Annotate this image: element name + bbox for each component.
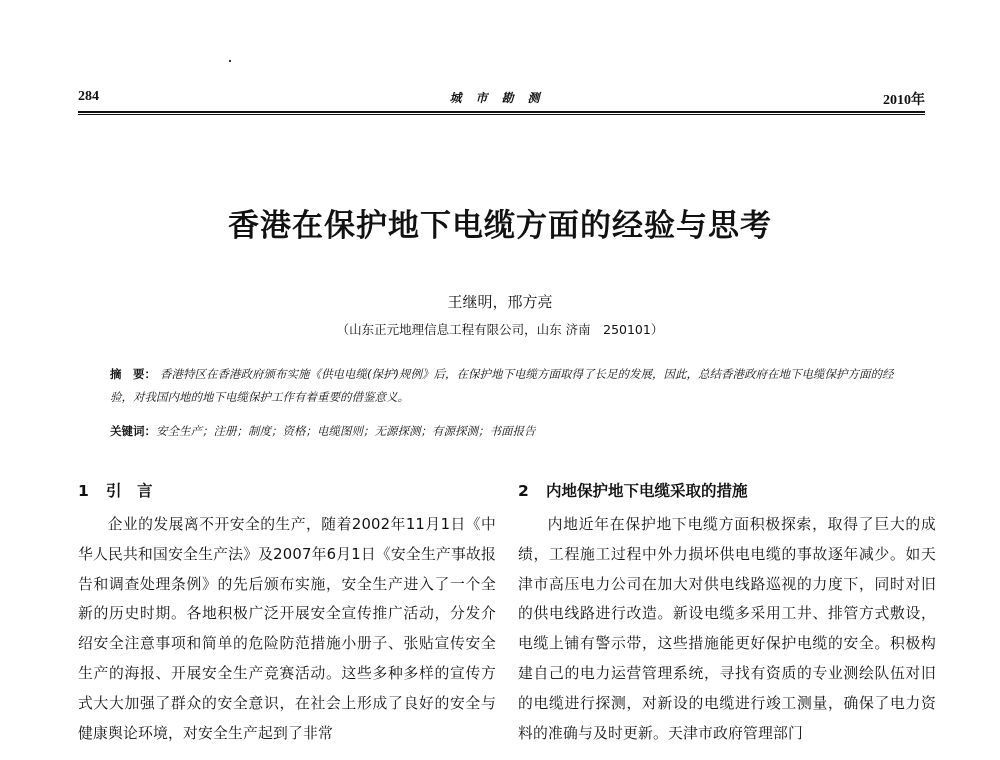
section-introduction — [78, 478, 496, 748]
author-affiliation: （山东正元地理信息工程有限公司，山东 济南 250101） — [336, 322, 664, 337]
section-heading — [518, 478, 936, 504]
keywords-text: 安全生产；注册；制度；资格；电缆图则；无源探测；有源探测；书面报告 — [156, 424, 536, 438]
keywords-label: 关键词： — [110, 424, 156, 438]
keywords — [110, 423, 900, 439]
journal-name: 城市勘测 — [449, 91, 554, 105]
article-authors: 王继明，邢方亮 — [447, 293, 553, 311]
speck-mark — [229, 60, 231, 62]
section-measures — [518, 478, 936, 748]
header-rule-thin — [78, 114, 925, 115]
section-body: 内地近年在保护地下电缆方面积极探索，取得了巨大的成绩，工程施工过程中外力损坏供电电缆的事故逐年减少。如天津市高压电力公司在加大对供电线路巡视的力度下，同时对旧的供电线路进行改造。新设电缆多采用工井、排管方式敷设，电缆上铺有警示带，这些措施能更好保护电缆的安全。积极构建自己的电力运营管理系统，寻找有资质的专业测绘队伍对旧的电缆进行探测，对新设的电缆进行竣工测量，确保了电力资料的准确与及时更新。天津市政府管理部门 — [518, 516, 936, 742]
abstract — [110, 363, 900, 409]
page-number: 284 — [78, 89, 99, 104]
section-number: 1 — [78, 482, 89, 500]
abstract-text: 香港特区在香港政府颁布实施《供电电缆(保护)规例》后，在保护地下电缆方面取得了长足的发展，因此，总结香港政府在地下电缆保护方面的经验，对我国内地的地下电缆保护工作有着重要的借鉴意义。 — [110, 367, 894, 404]
abstract-label: 摘 要： — [110, 367, 156, 381]
section-title: 内地保护地下电缆采取的措施 — [546, 482, 748, 500]
section-number: 2 — [518, 482, 529, 500]
section-body: 企业的发展离不开安全的生产，随着2002年11月1日《中华人民共和国安全生产法》及2007年6月1日《安全生产事故报告和调查处理条例》的先后颁布实施，安全生产进入了一个全新的历史时期。各地积极广泛开展安全宣传推广活动，分发介绍安全注意事项和简单的危险防范措施小册子、张贴宣传安全生产的海报、开展安全生产竞赛活动。这些多种多样的宣传方式大大加强了群众的安全意识，在社会上形成了良好的安全与健康舆论环境，对安全生产起到了非常 — [78, 516, 496, 742]
section-title: 引 言 — [106, 482, 153, 500]
header-rule — [78, 111, 925, 113]
article-title: 香港在保护地下电缆方面的经验与思考 — [228, 208, 772, 244]
issue-year: 2010年 — [883, 93, 925, 108]
running-header — [78, 89, 925, 113]
section-heading — [78, 478, 496, 504]
